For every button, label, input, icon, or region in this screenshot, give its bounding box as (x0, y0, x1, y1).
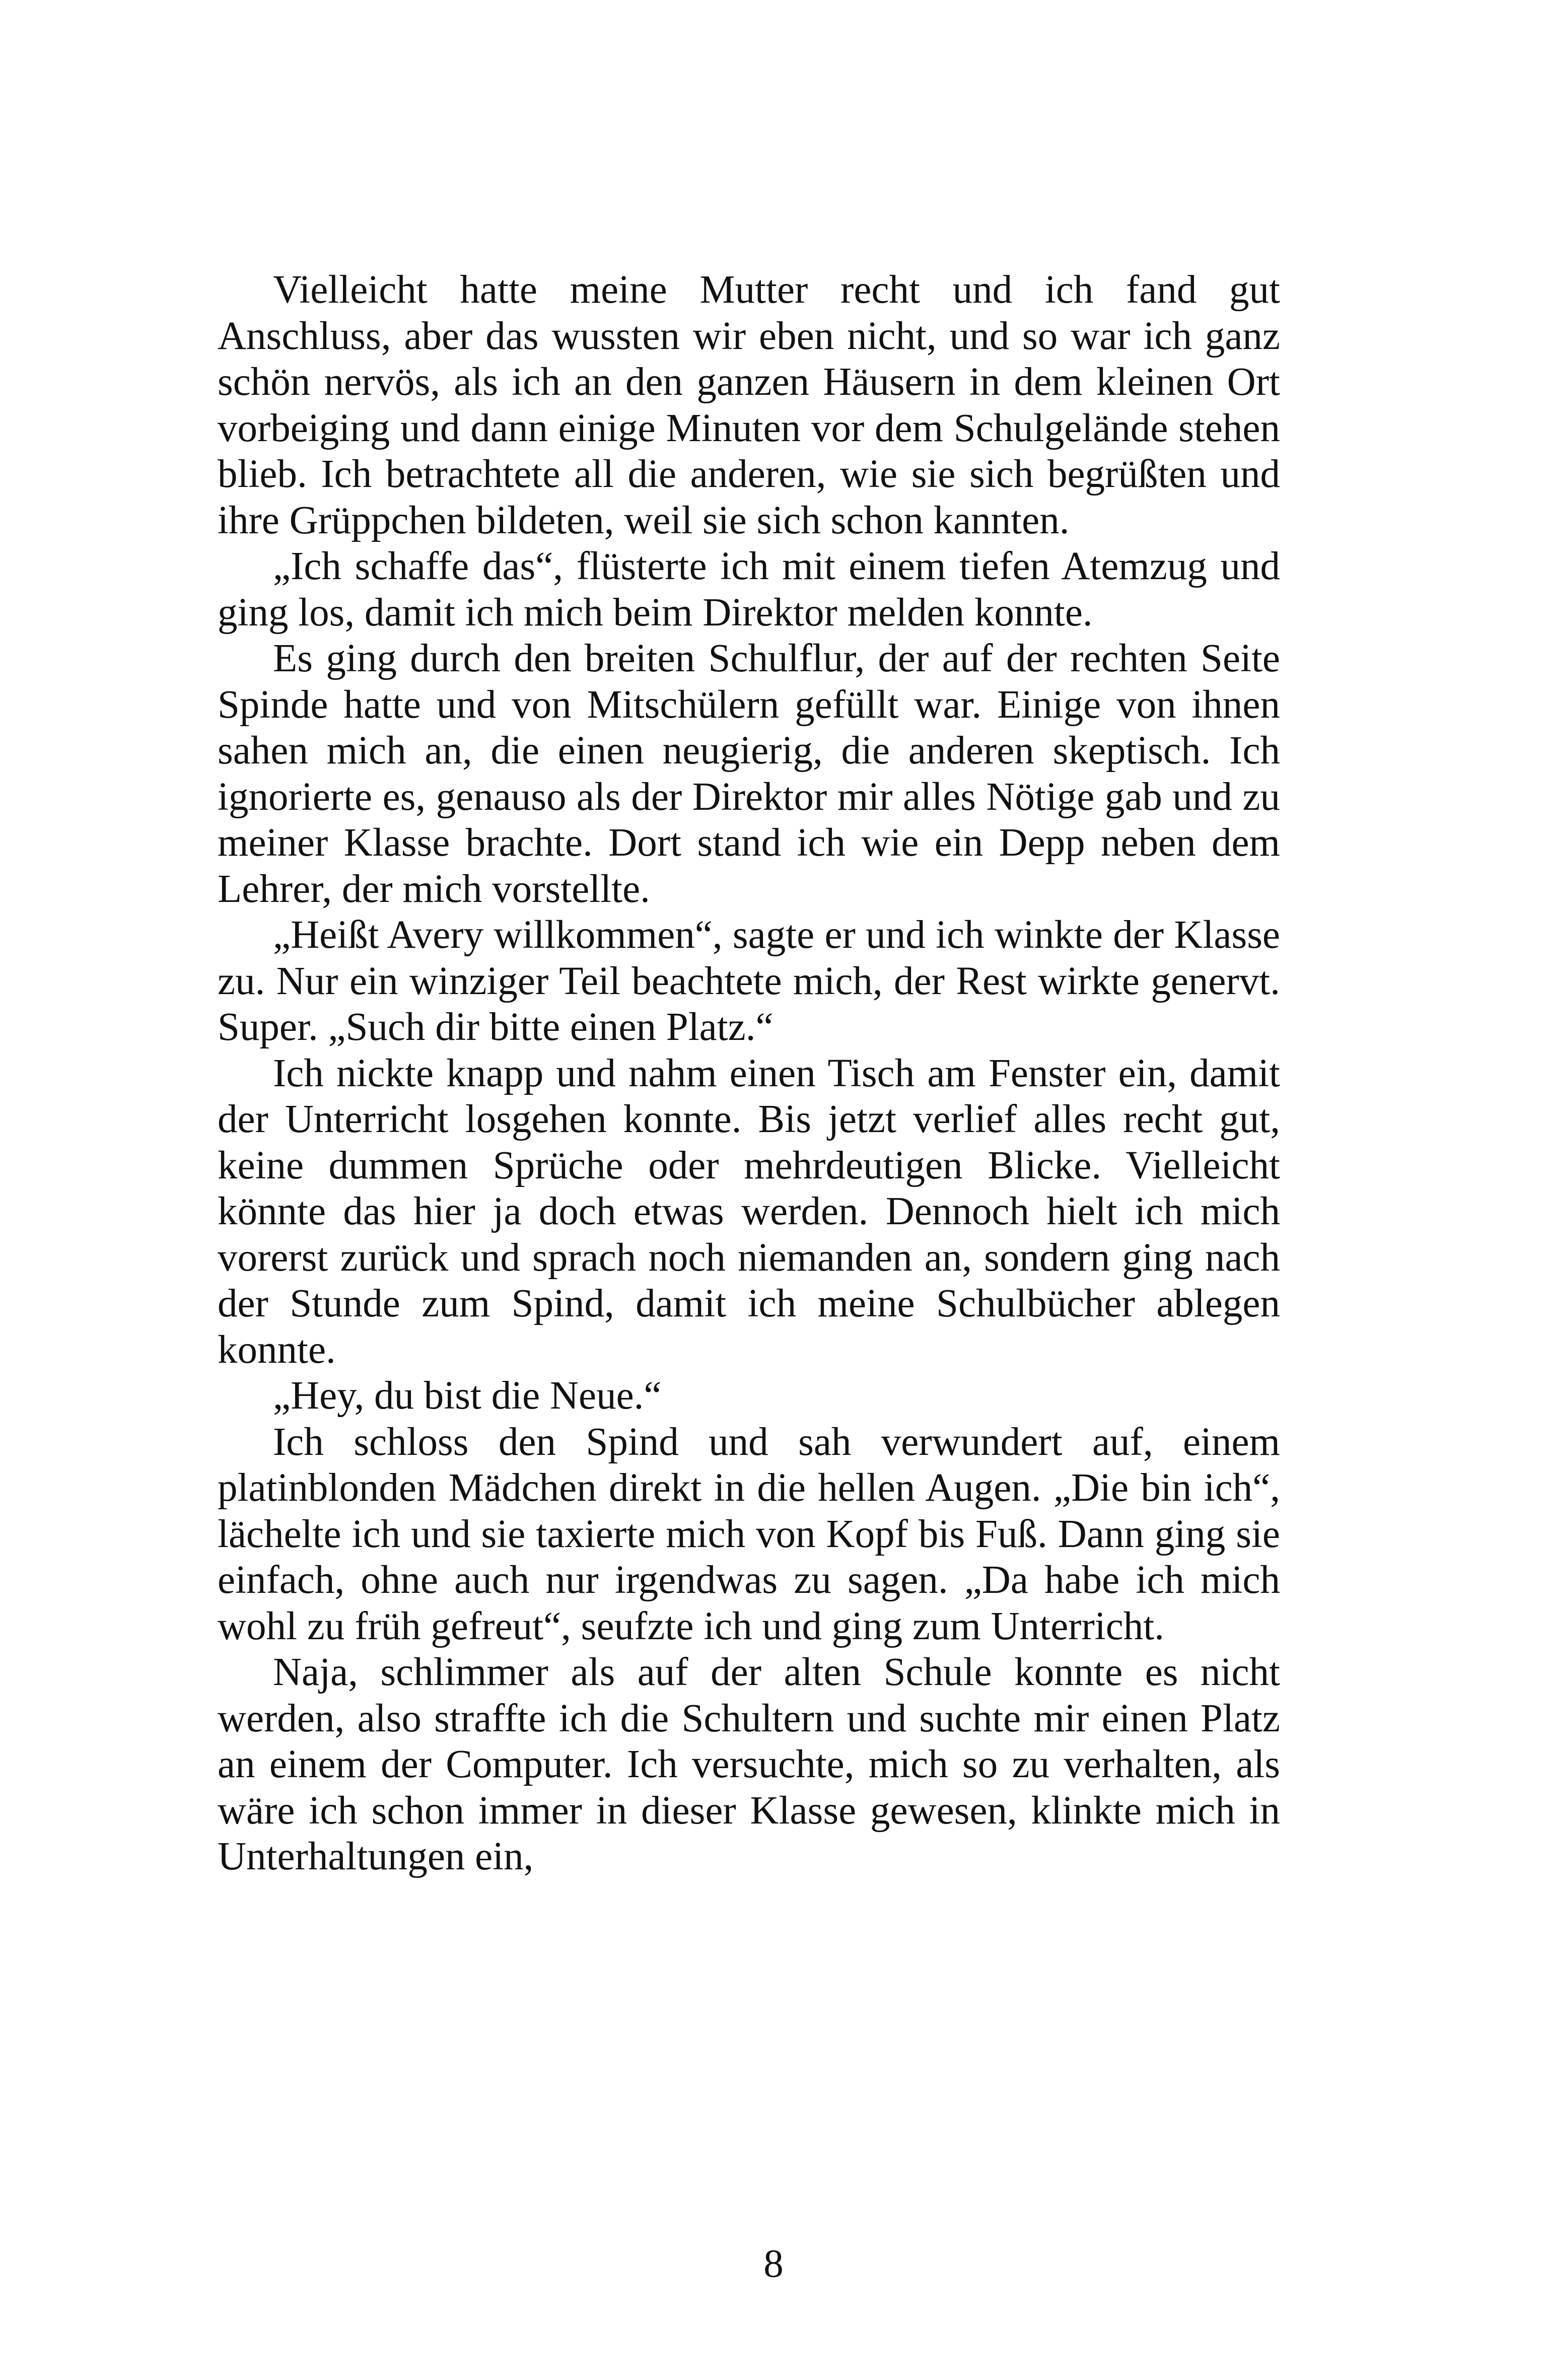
body-text (218, 267, 1280, 1880)
page-number: 8 (763, 2242, 784, 2286)
paragraph: „Hey, du bist die Neue.“ (273, 1374, 662, 1418)
paragraph: Ich schloss den Spind und sah verwundert auf, einem platinblonden Mädchen direkt in die hellen Augen. „Die bin ich“, lächelte ich und sie taxierte mich von Kopf bis Fuß. Dann ging sie einfach, ohne auch nur irgendwas zu sagen. „Da habe ich mich wohl zu früh gefreut“, seufzte ich und ging zum Unterricht. (218, 1420, 1280, 1648)
paragraph: Naja, schlimmer als auf der alten Schule konnte es nicht werden, also straffte ich die Schultern und suchte mir einen Platz an einem der Computer. Ich versuchte, mich so zu verhalten, als wäre ich schon immer in dieser Klasse gewesen, klinkte mich in Unterhaltungen ein, (218, 1650, 1280, 1878)
paragraph: „Heißt Avery willkommen“, sagte er und ich winkte der Klasse zu. Nur ein winziger Teil beachtete mich, der Rest wirkte genervt. Super. „Such dir bitte einen Platz.“ (218, 913, 1280, 1049)
paragraph: Vielleicht hatte meine Mutter recht und ich fand gut Anschluss, aber das wussten wir eben nicht, und so war ich ganz schön nervös, als ich an den ganzen Häusern in dem kleinen Ort vorbeiging und dann einige Minuten vor dem Schulgelände stehen blieb. Ich betrachtete all die anderen, wie sie sich begrüßten und ihre Grüppchen bildeten, weil sie sich schon kannten. (218, 268, 1280, 542)
paragraph: „Ich schaffe das“, flüsterte ich mit einem tiefen Atemzug und ging los, damit ich mich beim Direktor melden konnte. (218, 544, 1280, 635)
paragraph: Ich nickte knapp und nahm einen Tisch am Fenster ein, damit der Unterricht losgehen konnte. Bis jetzt verlief alles recht gut, keine dummen Sprüche oder mehrdeutigen Blicke. Vielleicht könnte das hier ja doch etwas werden. Dennoch hielt ich mich vorerst zurück und sprach noch niemanden an, sondern ging nach der Stunde zum Spind, damit ich meine Schulbücher ablegen konnte. (218, 1051, 1280, 1372)
paragraph: Es ging durch den breiten Schulflur, der auf der rechten Seite Spinde hatte und von Mitschülern gefüllt war. Einige von ihnen sahen mich an, die einen neugierig, die anderen skeptisch. Ich ignorierte es, genauso als der Direktor mir alles Nötige gab und zu meiner Klasse brachte. Dort stand ich wie ein Depp neben dem Lehrer, der mich vorstellte. (218, 637, 1280, 911)
